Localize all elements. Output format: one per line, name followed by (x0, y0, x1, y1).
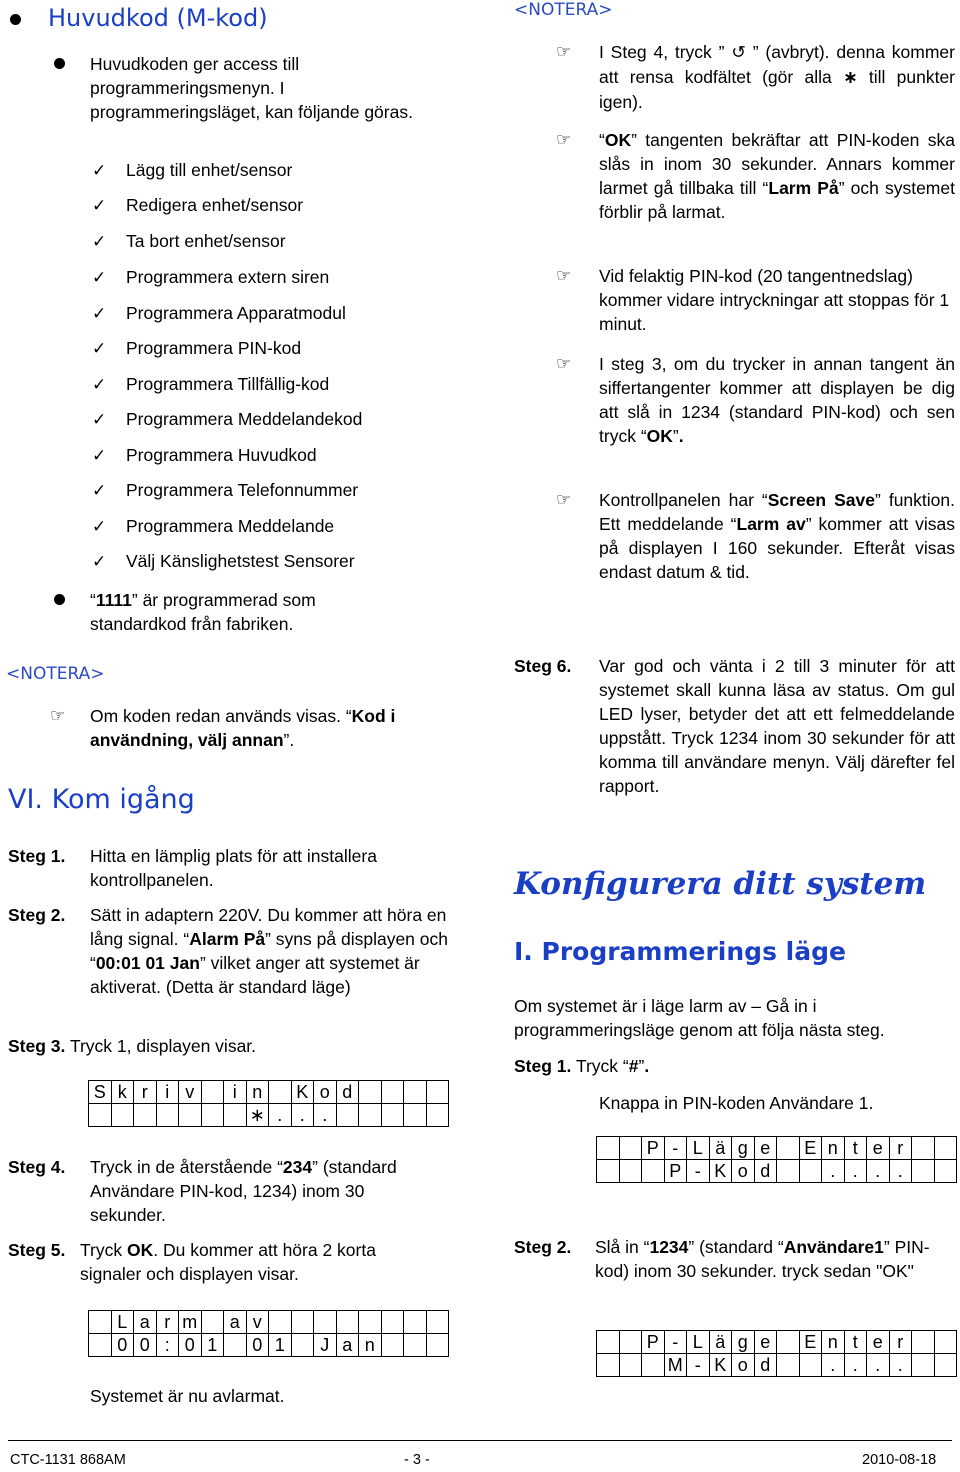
pointing-hand-icon: ☞ (556, 266, 572, 285)
lcd-cell (224, 1334, 247, 1357)
lcd-cell: : (156, 1334, 179, 1357)
lcd-cell: L (687, 1331, 710, 1354)
lcd-cell (777, 1331, 800, 1354)
lcd-cell: i (156, 1081, 179, 1104)
lcd-cell: t (844, 1331, 867, 1354)
lcd-cell (404, 1334, 427, 1357)
check-icon: ✓ (92, 268, 107, 287)
step-2: Steg 2. Sätt in adaptern 220V. Du kommer att höra en lång signal. “Alarm På” syns på displayen och “00:01 01 Jan” vilket anger att systemet är aktiverat. (Detta är standard läge) (8, 905, 448, 997)
step-4: Steg 4. Tryck in de återstående “234” (standard Användare PIN-kod, 1234) inom 30 sekunder. (8, 1157, 397, 1225)
lcd-cell (934, 1160, 957, 1183)
check-icon: ✓ (92, 304, 107, 323)
list-item: ✓ Programmera PIN-kod (92, 338, 302, 358)
lcd-cell (89, 1311, 112, 1334)
lcd-cell: r (889, 1331, 912, 1354)
lcd-cell: . (889, 1160, 912, 1183)
lcd-cell: K (709, 1354, 732, 1377)
lcd-cell (642, 1160, 665, 1183)
lcd-cell (201, 1311, 224, 1334)
prog-step-1-sub: Knappa in PIN-koden Användare 1. (599, 1093, 874, 1113)
lcd-cell: ä (709, 1137, 732, 1160)
lcd-cell (89, 1104, 112, 1127)
lcd-cell (134, 1104, 157, 1127)
lcd-cell: d (754, 1354, 777, 1377)
list-item: ✓ Programmera Apparatmodul (92, 303, 346, 323)
lcd-cell (89, 1334, 112, 1357)
heading-bullet (10, 14, 21, 25)
lcd-cell (912, 1137, 935, 1160)
lcd-cell (934, 1137, 957, 1160)
lcd-cell: 0 (111, 1334, 134, 1357)
check-icon: ✓ (92, 410, 107, 429)
list-bullet (54, 594, 65, 605)
lcd-cell: ∗ (246, 1104, 269, 1127)
lcd-cell: t (844, 1137, 867, 1160)
step-1: Steg 1. Hitta en lämplig plats för att installera kontrollpanelen. (8, 846, 377, 890)
list-item: ✓ Programmera Telefonnummer (92, 480, 359, 500)
check-icon: ✓ (92, 196, 107, 215)
lcd-cell: - (687, 1160, 710, 1183)
lcd-cell: v (179, 1081, 202, 1104)
lcd-cell: . (844, 1354, 867, 1377)
lcd-cell (359, 1081, 382, 1104)
lcd-cell: r (134, 1081, 157, 1104)
lcd-cell (799, 1160, 822, 1183)
lcd-cell (404, 1311, 427, 1334)
lcd-cell (269, 1311, 292, 1334)
note-label: <NOTERA> (6, 664, 105, 684)
lcd-cell: 0 (246, 1334, 269, 1357)
list-item: ✓ Redigera enhet/sensor (92, 195, 304, 215)
lcd-cell (359, 1311, 382, 1334)
status-text: Systemet är nu avlarmat. (90, 1386, 285, 1406)
lcd-cell (269, 1081, 292, 1104)
lcd-cell (291, 1311, 314, 1334)
lcd-cell (934, 1331, 957, 1354)
lcd-cell: d (754, 1160, 777, 1183)
lcd-cell (777, 1137, 800, 1160)
lcd-cell (404, 1081, 427, 1104)
lcd-cell (224, 1104, 247, 1127)
lcd-cell (426, 1311, 449, 1334)
list-item: ✓ Programmera Meddelande (92, 516, 335, 536)
lcd-cell: - (664, 1137, 687, 1160)
lcd-cell (597, 1160, 620, 1183)
lcd-display-enter-pin (596, 1136, 957, 1183)
lcd-cell (777, 1160, 800, 1183)
footer-date: 2010-08-18 (862, 1452, 937, 1468)
lcd-cell (597, 1354, 620, 1377)
intro-paragraph: Huvudkoden ger access till programmeringsmenyn. I programmeringsläget, kan följande göras. (90, 54, 413, 122)
section-title-configure: Konfigurera ditt system (514, 866, 927, 902)
lcd-cell (201, 1104, 224, 1127)
footer-model: CTC-1131 868AM (10, 1452, 126, 1468)
lcd-cell (799, 1354, 822, 1377)
lcd-cell (619, 1137, 642, 1160)
list-item: ✓ Programmera extern siren (92, 267, 330, 287)
lcd-cell: o (732, 1354, 755, 1377)
lcd-cell: e (867, 1331, 890, 1354)
lcd-cell (597, 1331, 620, 1354)
check-icon: ✓ (92, 446, 107, 465)
lcd-cell: L (687, 1137, 710, 1160)
lcd-cell: o (732, 1160, 755, 1183)
note-label: <NOTERA> (514, 0, 613, 20)
check-icon: ✓ (92, 517, 107, 536)
lcd-cell: . (314, 1104, 337, 1127)
lcd-cell (381, 1311, 404, 1334)
lcd-cell: . (822, 1160, 845, 1183)
check-icon: ✓ (92, 161, 107, 180)
lcd-cell: r (156, 1311, 179, 1334)
list-item: ✓ Programmera Meddelandekod (92, 409, 363, 429)
lcd-cell: J (314, 1334, 337, 1357)
footer-divider (8, 1440, 952, 1441)
lcd-cell (619, 1160, 642, 1183)
pointing-hand-icon: ☞ (556, 42, 572, 61)
prog-step-1: Steg 1. Tryck “#”. (514, 1056, 650, 1076)
lcd-cell: o (314, 1081, 337, 1104)
lcd-cell: P (664, 1160, 687, 1183)
lcd-cell: K (709, 1160, 732, 1183)
lcd-cell: d (336, 1081, 359, 1104)
lcd-cell: g (732, 1331, 755, 1354)
lcd-cell (336, 1311, 359, 1334)
step-6: Steg 6. Var god och vänta i 2 till 3 minuter för att systemet skall kunna läsa av status. Om gul LED lyser, betyder det att ett felmeddelande uppstått. Tryck 1234 inom 30 sekunder för att komma till användare menyn. Välj därefter fel rapport. (514, 656, 955, 796)
lcd-display-alarm-off (88, 1310, 449, 1357)
lcd-cell (597, 1137, 620, 1160)
list-item: ✓ Programmera Tillfällig-kod (92, 374, 330, 394)
asterisk-icon: ∗ (842, 68, 858, 88)
check-icon: ✓ (92, 481, 107, 500)
lcd-cell: P (642, 1137, 665, 1160)
lcd-cell: - (664, 1331, 687, 1354)
lcd-cell (912, 1160, 935, 1183)
note-cancel: I Steg 4, tryck ” ↺ ” (avbryt). denna kommer att rensa kodfältet (gör alla ∗ till punkter igen). (599, 42, 955, 112)
lcd-cell: r (889, 1137, 912, 1160)
check-icon: ✓ (92, 339, 107, 358)
page-title: Huvudkod (M-kod) (48, 4, 268, 32)
lcd-cell (912, 1331, 935, 1354)
lcd-cell: K (291, 1081, 314, 1104)
lcd-cell (179, 1104, 202, 1127)
lcd-cell: v (246, 1311, 269, 1334)
lcd-cell: e (754, 1331, 777, 1354)
lcd-cell (359, 1104, 382, 1127)
list-item: ✓ Välj Känslighetstest Sensorer (92, 551, 355, 571)
footer-page-number: - 3 - (404, 1452, 430, 1468)
note-step3: I steg 3, om du trycker in annan tangent än siffertangenter kommer att displayen be dig att slå in 1234 (standard PIN-kod) och sen tryck “OK”. (599, 354, 955, 446)
check-icon: ✓ (92, 375, 107, 394)
lcd-cell (934, 1354, 957, 1377)
lcd-cell: 0 (179, 1334, 202, 1357)
step-5: Steg 5. Tryck OK. Du kommer att höra 2 korta signaler och displayen visar. (8, 1240, 376, 1284)
lcd-cell: M (664, 1354, 687, 1377)
note-wrong-pin: Vid felaktig PIN-kod (20 tangentnedslag) kommer vidare intryckningar att stoppas för 1 minut. (599, 266, 950, 334)
lcd-cell (404, 1104, 427, 1127)
lcd-cell: k (111, 1081, 134, 1104)
lcd-cell: . (844, 1160, 867, 1183)
lcd-cell (777, 1354, 800, 1377)
lcd-cell: a (336, 1334, 359, 1357)
lcd-cell (619, 1331, 642, 1354)
lcd-cell (336, 1104, 359, 1127)
lcd-cell (619, 1354, 642, 1377)
lcd-cell: i (224, 1081, 247, 1104)
lcd-cell (381, 1081, 404, 1104)
lcd-cell: . (867, 1160, 890, 1183)
note-ok-key: “OK” tangenten bekräftar att PIN-koden ska slås in inom 30 sekunder. Annars kommer larmet gå tillbaka till “Larm På” och systemet förblir på larmat. (599, 130, 955, 222)
lcd-cell (381, 1104, 404, 1127)
lcd-cell (426, 1334, 449, 1357)
list-item: ✓ Lägg till enhet/sensor (92, 160, 293, 180)
pointing-hand-icon: ☞ (556, 354, 572, 373)
lcd-cell (156, 1104, 179, 1127)
lcd-cell: . (269, 1104, 292, 1127)
lcd-cell: E (799, 1331, 822, 1354)
lcd-cell: g (732, 1137, 755, 1160)
list-bullet (54, 58, 65, 69)
lcd-cell: a (134, 1311, 157, 1334)
lcd-cell: n (822, 1331, 845, 1354)
lcd-cell: n (246, 1081, 269, 1104)
lcd-cell: L (111, 1311, 134, 1334)
cancel-icon: ↺ (731, 43, 746, 63)
lcd-cell: n (359, 1334, 382, 1357)
lcd-cell: n (822, 1137, 845, 1160)
list-item: ✓ Programmera Huvudkod (92, 445, 317, 465)
pointing-hand-icon: ☞ (556, 130, 572, 149)
lcd-cell (426, 1104, 449, 1127)
lcd-cell: 1 (201, 1334, 224, 1357)
section-title: VI. Kom igång (8, 784, 195, 815)
lcd-cell: E (799, 1137, 822, 1160)
programming-intro: Om systemet är i läge larm av – Gå in i programmeringsläge genom att följa nästa steg. (514, 996, 885, 1040)
step-3: Steg 3. Tryck 1, displayen visar. (8, 1036, 257, 1056)
check-icon: ✓ (92, 232, 107, 251)
check-icon: ✓ (92, 552, 107, 571)
lcd-cell: a (224, 1311, 247, 1334)
lcd-cell: e (754, 1137, 777, 1160)
lcd-cell (642, 1354, 665, 1377)
lcd-cell (291, 1334, 314, 1357)
lcd-cell: - (687, 1354, 710, 1377)
pointing-hand-icon: ☞ (50, 706, 66, 725)
section-title-programming: I. Programmerings läge (514, 937, 846, 966)
lcd-display-enter-code (88, 1080, 449, 1127)
lcd-cell: S (89, 1081, 112, 1104)
lcd-cell (111, 1104, 134, 1127)
note-screen-save: Kontrollpanelen har “Screen Save” funktion. Ett meddelande “Larm av” kommer att visas på displayen I 160 sekunder. Efteråt visas endast datum & tid. (599, 490, 955, 582)
lcd-cell (314, 1311, 337, 1334)
lcd-cell (381, 1334, 404, 1357)
lcd-cell: P (642, 1331, 665, 1354)
lcd-cell: 0 (134, 1334, 157, 1357)
lcd-cell: ä (709, 1331, 732, 1354)
prog-step-2: Steg 2. Slå in “1234” (standard “Användare1” PIN-kod) inom 30 sekunder. tryck sedan "OK" (514, 1237, 930, 1281)
lcd-cell (912, 1354, 935, 1377)
lcd-cell: 1 (269, 1334, 292, 1357)
lcd-cell (201, 1081, 224, 1104)
lcd-display-master-code (596, 1330, 957, 1377)
lcd-cell (426, 1081, 449, 1104)
note-text: Om koden redan används visas. “Kod i användning, välj annan”. (90, 706, 396, 750)
lcd-cell: . (822, 1354, 845, 1377)
pointing-hand-icon: ☞ (556, 490, 572, 509)
lcd-cell: m (179, 1311, 202, 1334)
lcd-cell: . (291, 1104, 314, 1127)
list-item: ✓ Ta bort enhet/sensor (92, 231, 286, 251)
lcd-cell: e (867, 1137, 890, 1160)
lcd-cell: . (867, 1354, 890, 1377)
default-code-text: “1111” är programmerad som standardkod från fabriken. (90, 590, 316, 634)
lcd-cell: . (889, 1354, 912, 1377)
